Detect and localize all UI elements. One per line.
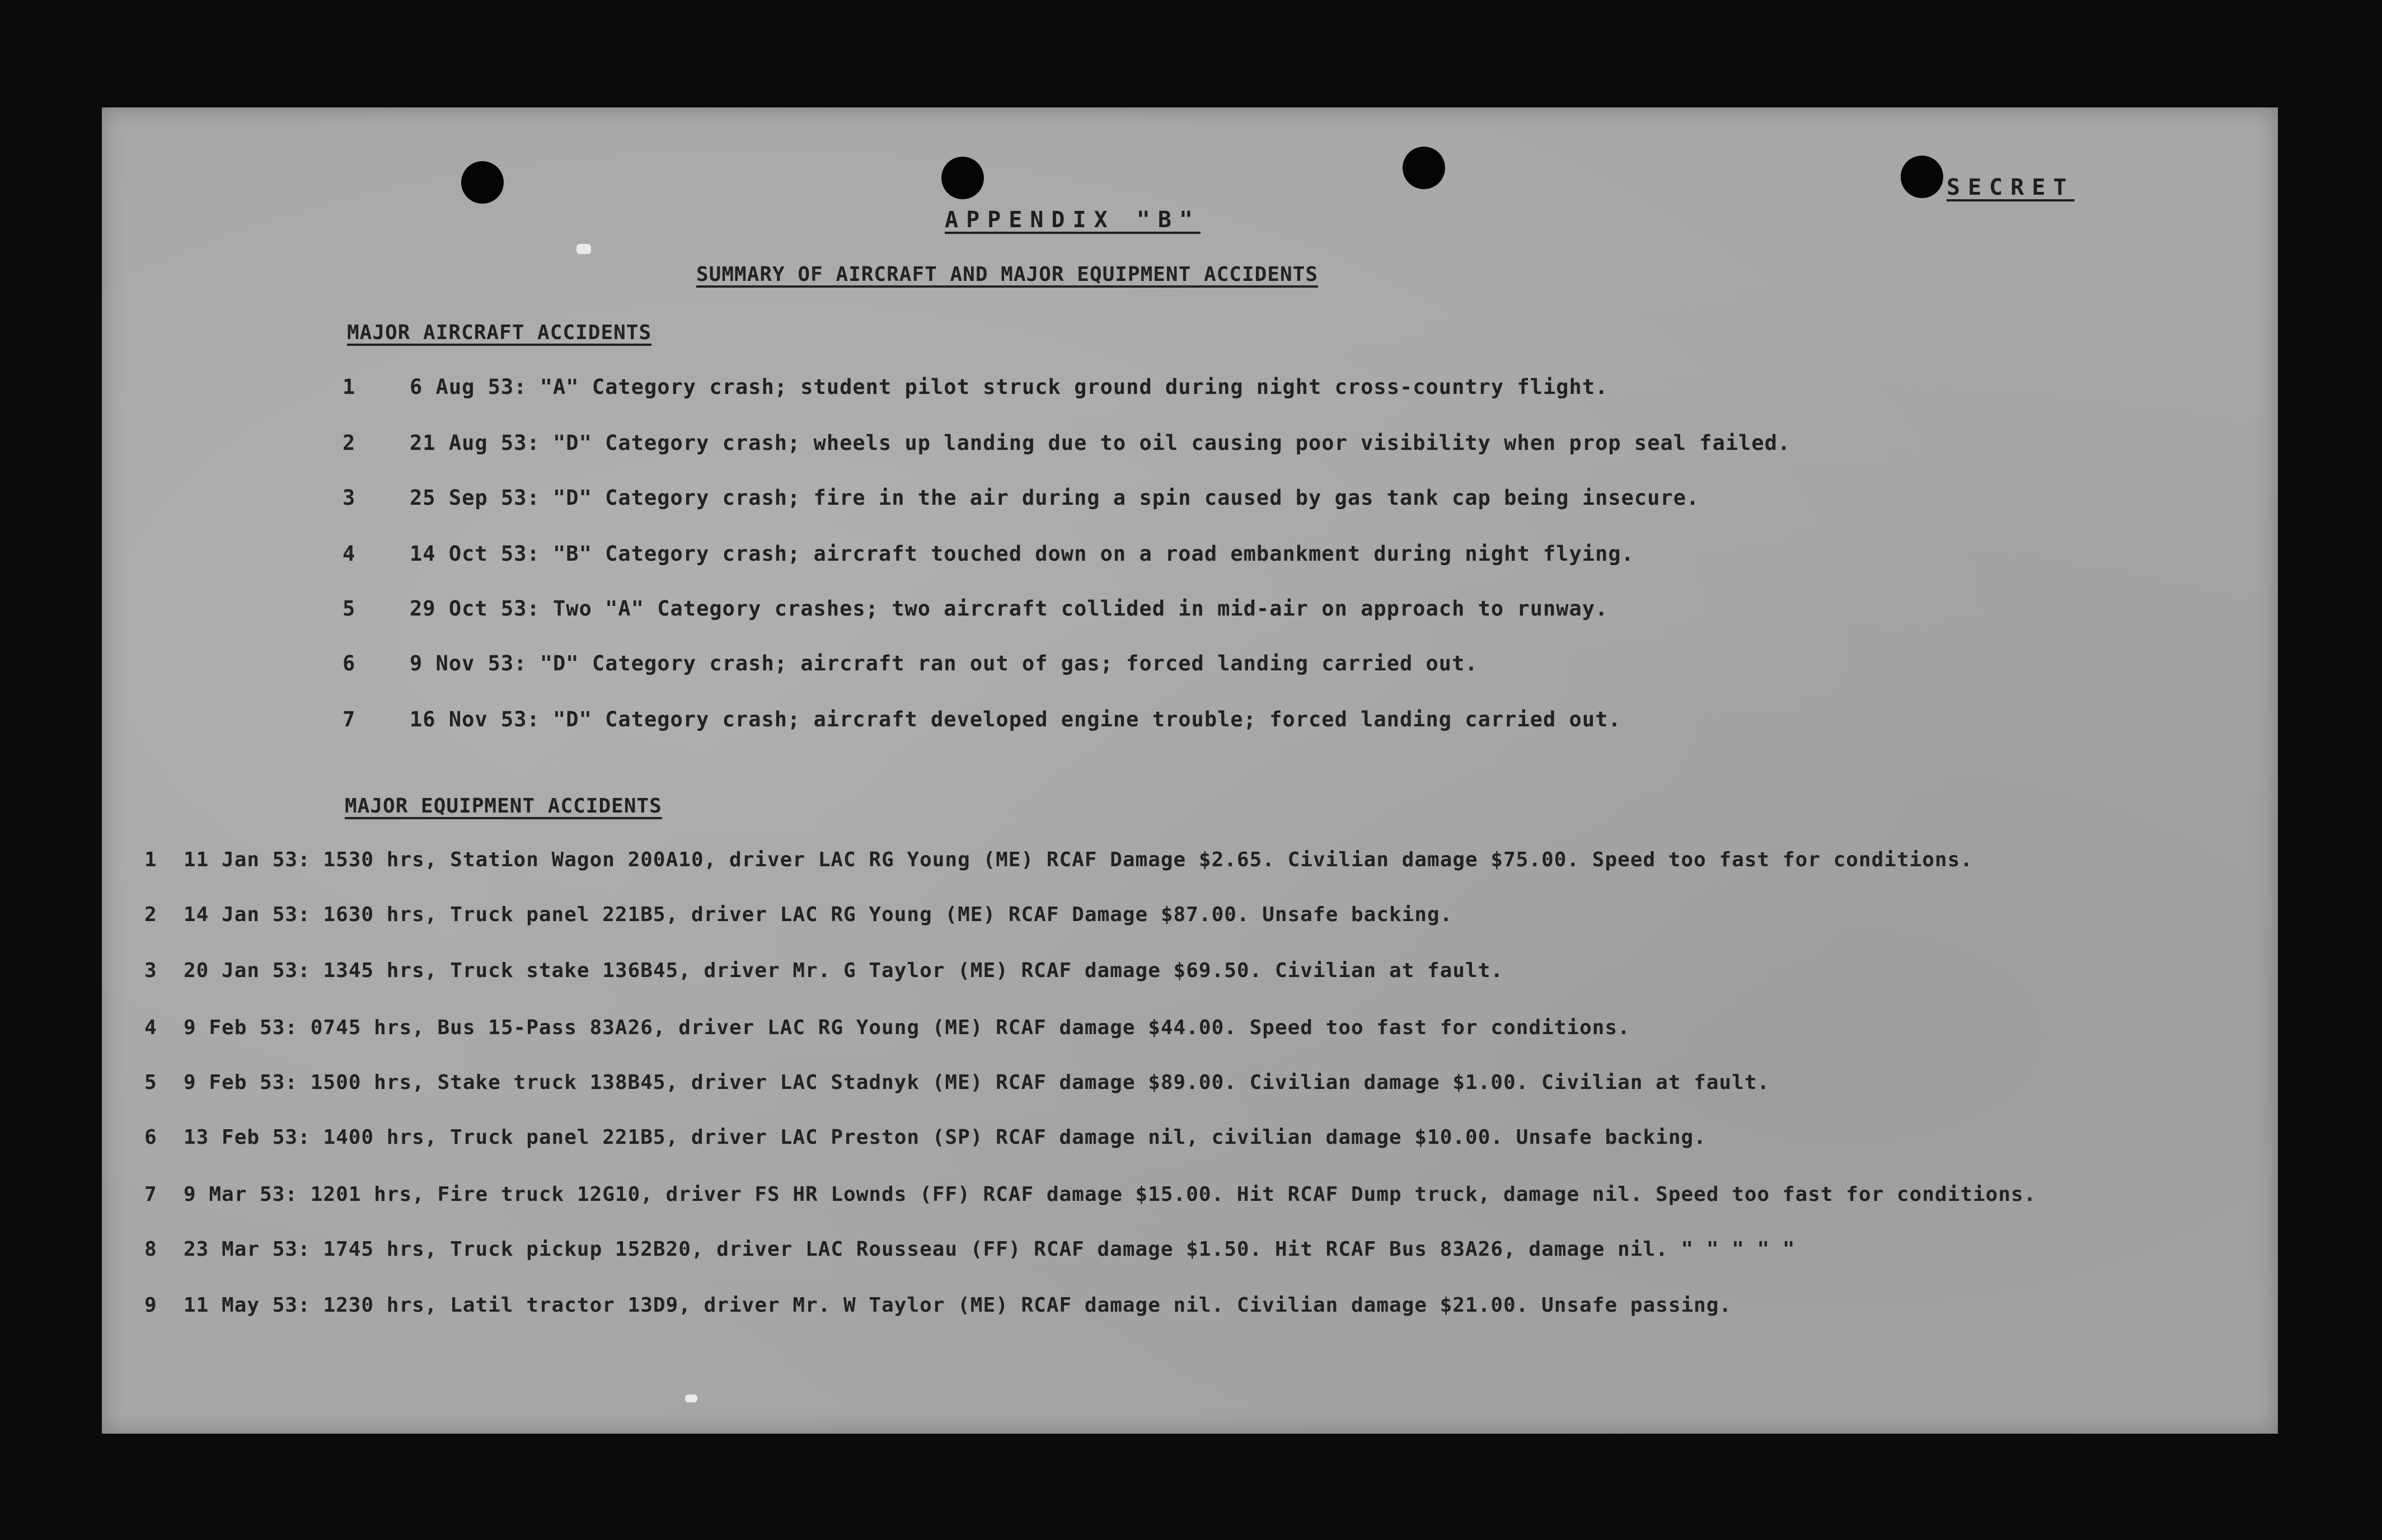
classification-label: SECRET [1947, 175, 2075, 200]
aircraft-accident-item [343, 431, 1790, 455]
item-text: 16 Nov 53: "D" Category crash; aircraft developed engine trouble; forced landing carried out. [410, 707, 1621, 731]
equipment-accident-item [144, 1183, 2036, 1206]
equipment-accident-item [144, 1126, 1706, 1149]
item-number: 6 [343, 651, 356, 675]
item-number: 5 [144, 1071, 157, 1094]
item-text: 9 Nov 53: "D" Category crash; aircraft ran out of gas; forced landing carried out. [410, 651, 1478, 675]
equipment-accident-item [144, 959, 1503, 982]
item-number: 2 [144, 903, 157, 926]
item-number: 5 [343, 597, 356, 621]
item-number: 8 [144, 1238, 157, 1261]
document-page [102, 107, 2278, 1434]
equipment-accident-item [144, 1016, 1630, 1039]
item-text: 21 Aug 53: "D" Category crash; wheels up landing due to oil causing poor visibility when prop seal failed. [410, 431, 1791, 455]
aircraft-accident-item [343, 597, 1608, 621]
equipment-section-heading: MAJOR EQUIPMENT ACCIDENTS [345, 795, 662, 818]
paper-speck [685, 1395, 697, 1402]
item-number: 6 [144, 1126, 157, 1149]
aircraft-section-heading: MAJOR AIRCRAFT ACCIDENTS [347, 321, 652, 344]
equipment-accident-item [144, 1238, 1795, 1261]
aircraft-accident-item [343, 486, 1699, 510]
item-text: 11 Jan 53: 1530 hrs, Station Wagon 200A10, driver LAC RG Young (ME) RCAF Damage $2.65. Civilian damage $75.00. Speed too fast for conditions. [184, 848, 1973, 871]
item-text: 13 Feb 53: 1400 hrs, Truck panel 221B5, driver LAC Preston (SP) RCAF damage nil, civilian damage $10.00. Unsafe backing. [184, 1126, 1706, 1149]
item-number: 7 [343, 707, 356, 731]
item-number: 1 [343, 375, 356, 399]
item-text: 29 Oct 53: Two "A" Category crashes; two aircraft collided in mid-air on approach to runway. [410, 597, 1609, 621]
item-number: 3 [144, 959, 157, 982]
equipment-accident-item [144, 848, 1973, 871]
punch-hole-4 [1901, 156, 1943, 198]
item-number: 1 [144, 848, 157, 871]
item-number: 9 [144, 1294, 157, 1317]
item-text: 9 Feb 53: 0745 hrs, Bus 15-Pass 83A26, driver LAC RG Young (ME) RCAF damage $44.00. Speed too fast for conditions. [184, 1016, 1630, 1039]
punch-hole-2 [941, 157, 984, 199]
item-number: 4 [144, 1016, 157, 1039]
punch-hole-3 [1403, 147, 1445, 189]
item-text: 9 Mar 53: 1201 hrs, Fire truck 12G10, driver FS HR Lownds (FF) RCAF damage $15.00. Hit RCAF Dump truck, damage nil. Speed too fast for conditions. [184, 1183, 2037, 1206]
paper-speck [576, 244, 591, 254]
aircraft-accident-item [343, 375, 1608, 399]
item-text: 14 Oct 53: "B" Category crash; aircraft touched down on a road embankment during night flying. [410, 542, 1634, 566]
aircraft-accident-item [343, 707, 1621, 731]
item-text: 20 Jan 53: 1345 hrs, Truck stake 136B45, driver Mr. G Taylor (ME) RCAF damage $69.50. Civilian at fault. [184, 959, 1504, 982]
document-title: SUMMARY OF AIRCRAFT AND MAJOR EQUIPMENT ACCIDENTS [696, 263, 1319, 286]
item-text: 25 Sep 53: "D" Category crash; fire in the air during a spin caused by gas tank cap being insecure. [410, 486, 1700, 510]
aircraft-accident-item [343, 542, 1634, 566]
aircraft-accident-item [343, 651, 1478, 675]
item-number: 4 [343, 542, 356, 566]
equipment-accident-item [144, 1294, 1732, 1317]
item-text: 11 May 53: 1230 hrs, Latil tractor 13D9, driver Mr. W Taylor (ME) RCAF damage nil. Civilian damage $21.00. Unsafe passing. [184, 1294, 1732, 1317]
item-number: 2 [343, 431, 356, 455]
equipment-accident-item [144, 1071, 1770, 1094]
item-text: 23 Mar 53: 1745 hrs, Truck pickup 152B20, driver LAC Rousseau (FF) RCAF damage $1.50. Hit RCAF Bus 83A26, damage nil. " " " " " [184, 1238, 1795, 1261]
item-number: 3 [343, 486, 356, 510]
appendix-label: APPENDIX "B" [945, 207, 1201, 233]
item-text: 14 Jan 53: 1630 hrs, Truck panel 221B5, driver LAC RG Young (ME) RCAF Damage $87.00. Unsafe backing. [184, 903, 1453, 926]
item-number: 7 [144, 1183, 157, 1206]
item-text: 6 Aug 53: "A" Category crash; student pilot struck ground during night cross-country flight. [410, 375, 1609, 399]
punch-hole-1 [461, 161, 504, 204]
equipment-accident-item [144, 903, 1452, 926]
item-text: 9 Feb 53: 1500 hrs, Stake truck 138B45, driver LAC Stadnyk (ME) RCAF damage $89.00. Civilian damage $1.00. Civilian at fault. [184, 1071, 1770, 1094]
